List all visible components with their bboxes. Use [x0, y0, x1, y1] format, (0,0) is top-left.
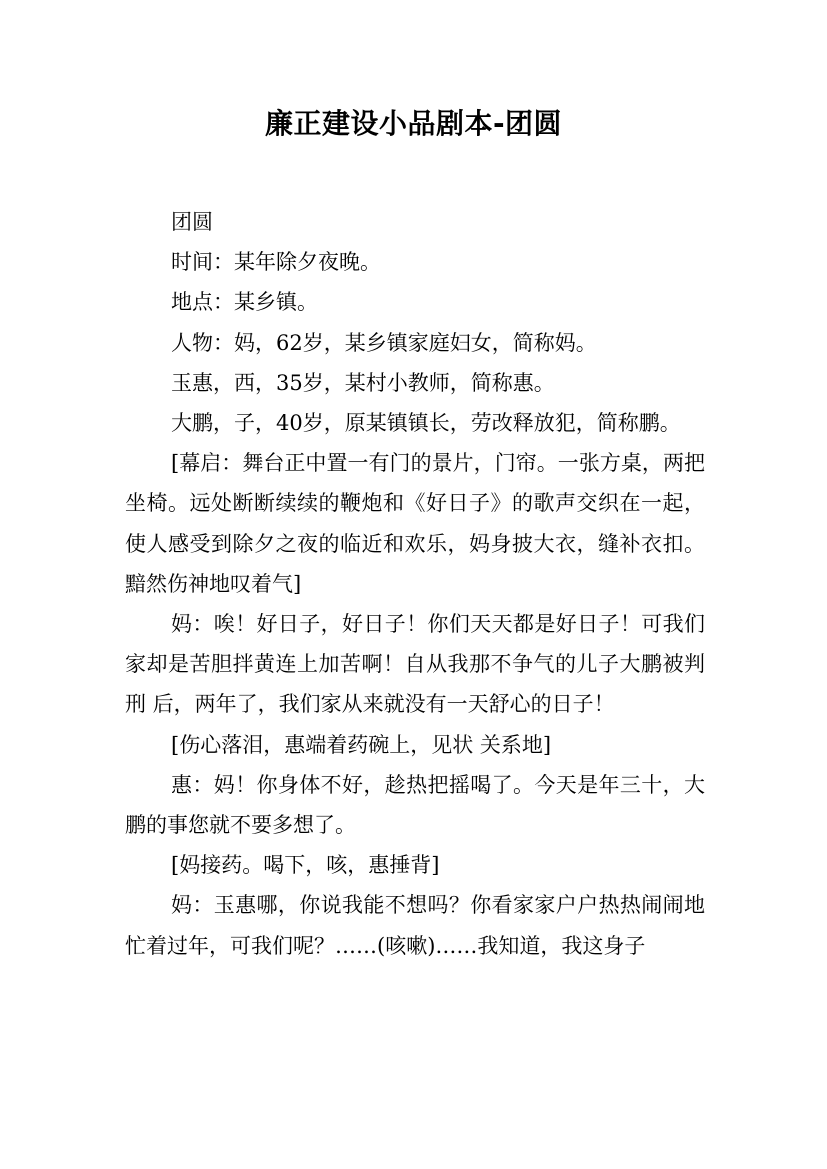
paragraph-stage-direction: [幕启：舞台正中置一有门的景片，门帘。一张方桌，两把坐椅。远处断断续续的鞭炮和《好日子》的歌声交织在一起，使人感受到除夕之夜的临近和欢乐，妈身披大衣，缝补衣扣。黯然伤神地叹着气]	[125, 451, 705, 596]
paragraph-character-yuhui: 玉惠，西，35岁，某村小教师，简称惠。	[171, 370, 555, 395]
paragraph-place: 地点：某乡镇。	[171, 290, 318, 315]
document-title: 廉正建设小品剧本-团圆	[264, 107, 563, 140]
paragraph-dialogue: 妈：玉惠哪，你说我能不想吗？你看家家户户热热闹闹地忙着过年，可我们呢？……(咳嗽)……我知道，我这身子	[125, 893, 705, 958]
paragraph-stage-direction: [妈接药。喝下，咳，惠捶背]	[171, 853, 440, 878]
paragraph-character-mother: 人物：妈，62岁，某乡镇家庭妇女，简称妈。	[171, 330, 597, 355]
paragraph-dialogue: 妈：唉！好日子，好日子！你们天天都是好日子！可我们家却是苦胆拌黄连上加苦啊！自从我那不争气的儿子大鹏被判刑 后，两年了，我们家从来就没有一天舒心的日子！	[125, 612, 705, 717]
paragraph-stage-direction: [伤心落泪，惠端着药碗上，见状 关系地]	[171, 732, 552, 757]
paragraph-character-dapeng: 大鹏，子，40岁，原某镇镇长，劳改释放犯，简称鹏。	[171, 411, 681, 436]
paragraph-time: 时间：某年除夕夜晚。	[171, 250, 381, 275]
paragraph-heading: 团圆	[171, 210, 213, 234]
document-body	[125, 202, 705, 966]
paragraph-dialogue: 惠：妈！你身体不好，趁热把摇喝了。今天是年三十，大鹏的事您就不要多想了。	[125, 772, 705, 838]
